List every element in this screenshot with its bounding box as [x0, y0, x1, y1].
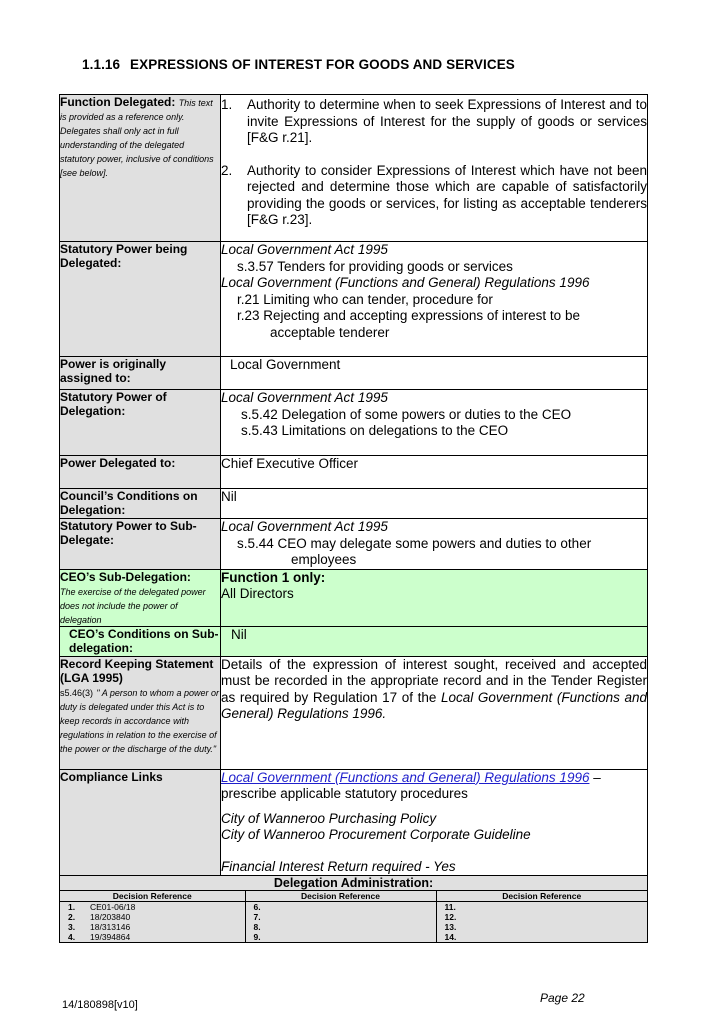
- decision-number: 2.: [68, 912, 76, 922]
- section-ref: s.3.57 Tenders for providing goods or services: [237, 258, 513, 274]
- row-record-keeping: [60, 656, 648, 769]
- function-item: [221, 97, 647, 147]
- function-delegated-label: Function Delegated:: [60, 95, 176, 109]
- decision-number: 7.: [253, 912, 261, 922]
- label-cell: [60, 357, 221, 390]
- row-function-delegated: [60, 95, 648, 242]
- sub-delegate: All Directors: [221, 586, 294, 601]
- function-item-number: 2.: [221, 162, 233, 178]
- admin-cell: [60, 876, 648, 943]
- decision-number: 13.: [444, 922, 457, 932]
- value-cell: [221, 390, 648, 456]
- link-description: prescribe applicable statutory procedures: [221, 786, 468, 801]
- label-cell: [60, 390, 221, 456]
- row-delegated-to: [60, 456, 648, 489]
- statutory-power-label: Statutory Power being Delegated:: [60, 242, 188, 270]
- document-reference: 14/180898[v10]: [62, 999, 138, 1011]
- decision-ref: [437, 932, 648, 942]
- compliance-label: Compliance Links: [60, 769, 163, 784]
- row-compliance: [60, 769, 648, 876]
- label-cell: [60, 456, 221, 489]
- decision-row: [60, 922, 647, 932]
- value-cell: [221, 95, 648, 242]
- value-cell: [221, 569, 648, 626]
- sub-delegate-power-label: Statutory Power to Sub-Delegate:: [60, 519, 197, 547]
- decision-value: 18/203840: [90, 912, 131, 922]
- decision-number: 11.: [444, 902, 456, 912]
- label-cell: [60, 95, 221, 242]
- record-keeping-ref: s5.46(3): [60, 687, 94, 698]
- decision-value: 18/313146: [90, 922, 131, 932]
- act-title: Local Government (Functions and General) Regulations 1996: [221, 275, 590, 290]
- decision-row: [60, 902, 647, 913]
- decision-header: Decision Reference: [245, 891, 436, 902]
- value-cell: [221, 242, 648, 357]
- delegation-power-label: Statutory Power of Delegation:: [60, 390, 167, 418]
- function-list: [221, 97, 647, 229]
- value-cell: [221, 656, 648, 769]
- act-title: Local Government Act 1995: [221, 390, 388, 405]
- decision-ref: [246, 912, 436, 922]
- admin-title: Delegation Administration:: [60, 876, 647, 890]
- page-number: Page 22: [540, 991, 585, 1005]
- purchasing-policy: City of Wanneroo Purchasing Policy: [221, 810, 437, 826]
- regulation-ref: r.23 Rejecting and accepting expressions of interest to be acceptable tenderer: [237, 308, 580, 340]
- financial-interest-note: Financial Interest Return required - Yes: [221, 858, 456, 874]
- decision-header: Decision Reference: [436, 891, 647, 902]
- decision-ref: [246, 902, 436, 912]
- act-title: Local Government Act 1995: [221, 519, 388, 534]
- function-item-text: Authority to determine when to seek Expressions of Interest and to invite Expressions of Interest for the supply of goods or services [F&G r.21].: [247, 97, 647, 145]
- row-statutory-power: [60, 242, 648, 357]
- assigned-label: Power is originally assigned to:: [60, 357, 167, 385]
- regulation-title: Local Government (Functions and General) Regulations 1996.: [221, 689, 647, 721]
- decision-ref: [60, 902, 245, 912]
- decision-row: [60, 912, 647, 922]
- label-cell: [60, 489, 221, 519]
- label-cell: [60, 242, 221, 357]
- function-delegated-note: This text is provided as a reference only. Delegates shall only act in full understanding of the delegated statutory power, inclusive of conditions [see below].: [60, 98, 214, 178]
- decision-number: 3.: [68, 922, 76, 932]
- record-keeping-label: Record Keeping Statement (LGA 1995): [60, 656, 214, 685]
- decision-number: 1.: [68, 902, 76, 912]
- function-item: [221, 163, 647, 229]
- decision-reference-table: [60, 890, 647, 942]
- council-conditions-label: Council’s Conditions on Delegation:: [60, 489, 198, 517]
- section-ref: s.5.44 CEO may delegate some powers and duties to other employees: [237, 535, 592, 567]
- decision-number: 12.: [444, 912, 457, 922]
- value-cell: [221, 519, 648, 570]
- regulations-link[interactable]: Local Government (Functions and General) Regulations 1996: [221, 769, 590, 785]
- value-cell: [221, 769, 648, 876]
- ceo-sub-delegation-label: CEO’s Sub-Delegation:: [60, 569, 191, 584]
- procurement-guideline: City of Wanneroo Procurement Corporate Guideline: [221, 827, 531, 842]
- row-sub-delegate-power: [60, 519, 648, 570]
- label-cell: [60, 769, 221, 876]
- delegated-to-label: Power Delegated to:: [60, 456, 176, 470]
- decision-number: 14.: [444, 932, 457, 942]
- decision-value: 19/394864: [90, 932, 131, 942]
- section-heading: [82, 57, 515, 72]
- regulation-ref: r.21 Limiting who can tender, procedure for: [237, 291, 493, 307]
- section-title: EXPRESSIONS OF INTEREST FOR GOODS AND SERVICES: [130, 57, 515, 72]
- link-dash: –: [589, 769, 601, 785]
- row-delegation-power: [60, 390, 648, 456]
- decision-number: 9.: [253, 932, 261, 942]
- act-title: Local Government Act 1995: [221, 242, 388, 257]
- row-delegation-admin: [60, 876, 648, 943]
- section-ref: s.5.42 Delegation of some powers or duties to the CEO: [241, 406, 572, 422]
- decision-ref: [246, 932, 436, 942]
- section-ref: s.5.43 Limitations on delegations to the CEO: [241, 423, 509, 438]
- row-ceo-conditions: [60, 626, 648, 656]
- ceo-conditions-label: CEO’s Conditions on Sub-delegation:: [69, 626, 219, 655]
- decision-row: [60, 932, 647, 942]
- decision-ref: [246, 922, 436, 932]
- decision-ref: [60, 912, 245, 922]
- function-item-number: 1.: [221, 97, 233, 112]
- record-keeping-note: " A person to whom a power or duty is delegated under this Act is to keep records in accordance with regulations in relation to the exercise of the power or the discharge of the duty.": [60, 687, 219, 754]
- section-number: 1.1.16: [82, 57, 121, 72]
- label-cell: [60, 569, 221, 626]
- function-scope: Function 1 only:: [221, 569, 326, 585]
- label-cell: [60, 626, 221, 656]
- decision-number: 6.: [253, 902, 261, 912]
- decision-ref: [437, 922, 648, 932]
- record-keeping-text: Details of the expression of interest sought, received and accepted must be recorded in the appropriate record and in the Tender Register as required by Regulation 17 of the: [221, 656, 647, 705]
- label-cell: [60, 519, 221, 570]
- decision-ref: [437, 902, 648, 912]
- decision-ref: [60, 932, 245, 942]
- ceo-sub-delegation-note: The exercise of the delegated power does not include the power of delegation: [60, 586, 206, 625]
- row-ceo-sub-delegation: [60, 569, 648, 626]
- decision-value: CE01-06/18: [90, 902, 136, 912]
- row-council-conditions: [60, 489, 648, 519]
- decision-ref: [60, 922, 245, 932]
- decision-header: Decision Reference: [60, 891, 245, 902]
- function-item-text: Authority to consider Expressions of Interest which have not been rejected and determine those which are capable of satisfactorily providing the goods or services, for listing as acceptable tenderers [F&G r.23].: [247, 162, 647, 227]
- decision-number: 8.: [253, 922, 261, 932]
- assigned-value: Local Government: [221, 357, 648, 390]
- label-cell: [60, 656, 221, 769]
- delegated-to-value: Chief Executive Officer: [221, 456, 648, 489]
- ceo-conditions-value: Nil: [221, 626, 648, 656]
- council-conditions-value: Nil: [221, 489, 648, 519]
- delegation-table: [59, 94, 648, 943]
- decision-header-row: [60, 891, 647, 902]
- decision-ref: [437, 912, 648, 922]
- decision-number: 4.: [68, 932, 76, 942]
- row-assigned: [60, 357, 648, 390]
